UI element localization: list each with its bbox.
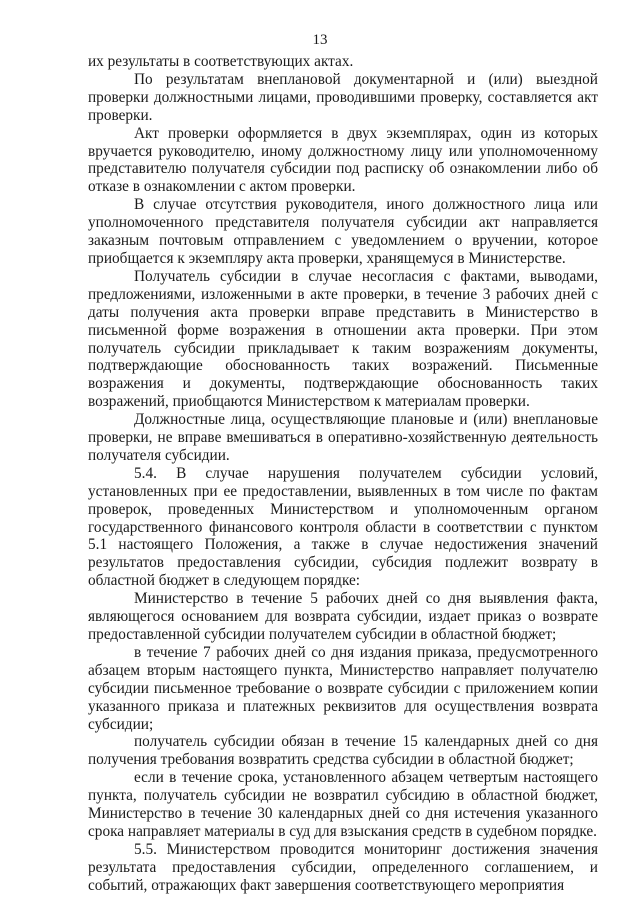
- paragraph-objections: Получатель субсидии в случае несогласия с фактами, выводами, предложениями, изложенными в акте проверки, в течение 3 рабочих дней с даты получения акта проверки вправе представить в Министерство в письменной форме возражения в отношении акта проверки. При этом получатель субсидии прикладывает к таким возражениям документы, подтверждающие обоснованность таких возражений. Письменные возражения и документы, подтверждающие обоснованность таких возражений, приобщаются Министерством к материалам проверки.: [88, 267, 598, 411]
- page-number: 13: [312, 32, 328, 48]
- paragraph-5-4: 5.4. В случае нарушения получателем субсидии условий, установленных при ее предоставлении, выявленных в том числе по фактам проверок, проведенных Министерством и уполномоченным органом государственного финансового контроля области в соответствии с пунктом 5.1 настоящего Положения, а также в случае недостижения значений результатов предоставления субсидии, субсидия подлежит возврату в областной бюджет в следующем порядке:: [88, 464, 598, 590]
- paragraph-act-drawn-up: По результатам внеплановой документарной и (или) выездной проверки должностными лицами, проводившими проверку, составляется акт проверки.: [88, 70, 598, 124]
- paragraph-written-demand: в течение 7 рабочих дней со дня издания приказа, предусмотренного абзацем вторым настоящего пункта, Министерство направляет получателю субсидии письменное требование о возврате субсидии с приложением копии указанного приказа и платежных реквизитов для осуществления возврата субсидии;: [88, 643, 598, 733]
- paragraph-return-obligation: получатель субсидии обязан в течение 15 календарных дней со дня получения требования возвратить средства субсидии в областной бюджет;: [88, 733, 598, 769]
- paragraph-court-referral: если в течение срока, установленного абзацем четвертым настоящего пункта, получатель субсидии не возвратил субсидию в областной бюджет, Министерство в течение 30 календарных дней со дня истечения указанного срока направляет материалы в суд для взыскания средств в судебном порядке.: [88, 769, 598, 840]
- paragraph-absence-of-head: В случае отсутствия руководителя, иного должностного лица или уполномоченного представителя получателя субсидии акт направляется заказным почтовым отправлением с уведомлением о вручении, которое приобщается к экземпляру акта проверки, хранящемуся в Министерстве.: [88, 196, 598, 267]
- paragraph-act-copies: Акт проверки оформляется в двух экземплярах, один из которых вручается руководителю, иному должностному лицу или уполномоченному представителю получателя субсидии под расписку об ознакомлении либо об отказе в ознакомлении с актом проверки.: [88, 124, 598, 196]
- paragraph-officials-restriction: Должностные лица, осуществляющие плановые и (или) внеплановые проверки, не вправе вмешиваться в оперативно-хозяйственную деятельность получателя субсидии.: [88, 411, 598, 464]
- paragraph-continuation: их результаты в соответствующих актах.: [88, 53, 354, 70]
- document-body: [88, 53, 598, 895]
- paragraph-ministry-order: Министерство в течение 5 рабочих дней со дня выявления факта, являющегося основанием для возврата субсидии, издает приказ о возврате предоставленной субсидии получателем субсидии в областной бюджет;: [88, 590, 598, 643]
- paragraph-5-5: 5.5. Министерством проводится мониторинг достижения значения результата предоставления субсидии, определенного соглашением, и событий, отражающих факт завершения соответствующего мероприятия: [88, 840, 598, 894]
